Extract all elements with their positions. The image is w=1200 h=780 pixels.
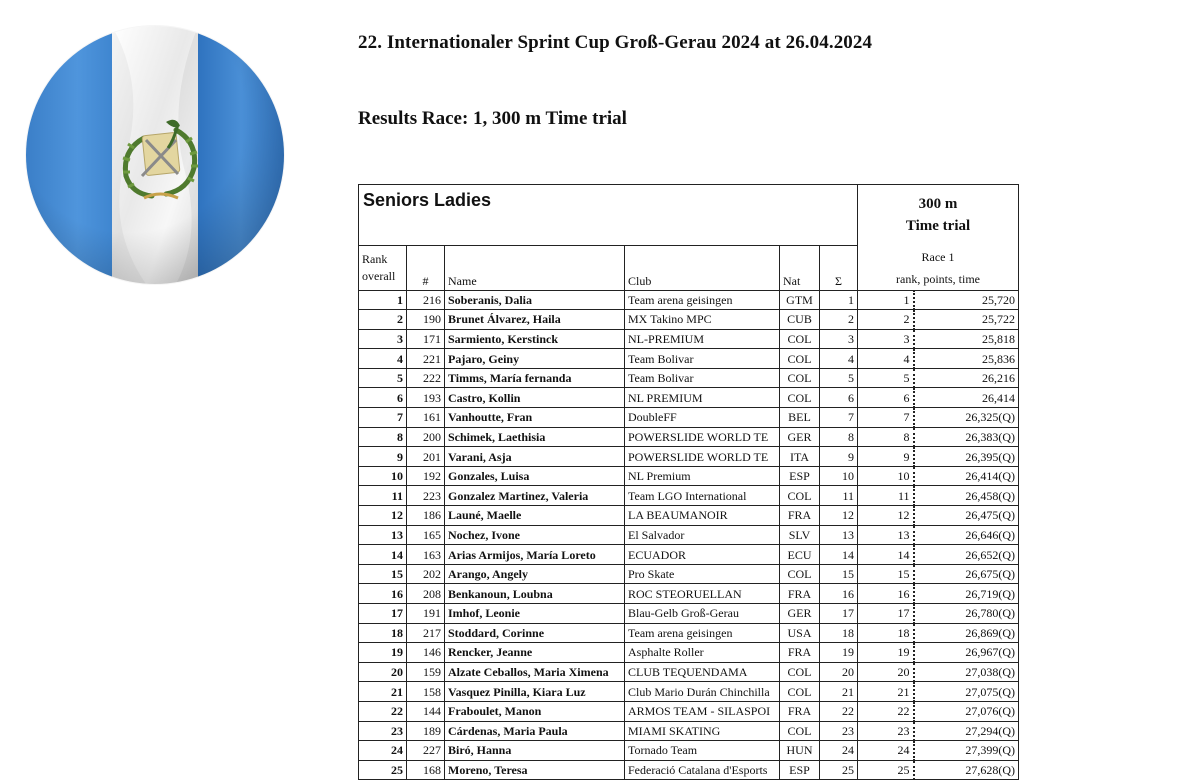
table-row (359, 525, 1019, 545)
name-cell: Timms, María fernanda (445, 368, 625, 388)
time-cell: 26,646(Q) (914, 525, 1019, 545)
number-cell: 200 (407, 427, 445, 447)
rank-cell: 7 (359, 408, 407, 428)
nat-cell: FRA (780, 506, 820, 526)
race-rank-cell: 4 (858, 349, 914, 369)
col-number: # (407, 246, 445, 291)
sigma-cell: 23 (820, 721, 858, 741)
col-rank-line1: Rank (362, 251, 388, 266)
col-rank-overall (359, 246, 407, 291)
number-cell: 201 (407, 447, 445, 467)
number-cell: 192 (407, 466, 445, 486)
name-cell: Biró, Hanna (445, 741, 625, 761)
nat-cell: COL (780, 368, 820, 388)
table-row (359, 682, 1019, 702)
sigma-cell: 16 (820, 584, 858, 604)
race-header (858, 185, 1019, 246)
race-rank-cell: 20 (858, 662, 914, 682)
club-cell: ARMOS TEAM - SILASPOI (625, 701, 780, 721)
time-cell: 25,836 (914, 349, 1019, 369)
race-type: Time trial (905, 218, 971, 235)
club-cell: Asphalte Roller (625, 643, 780, 663)
table-row (359, 604, 1019, 624)
time-cell: 26,675(Q) (914, 564, 1019, 584)
number-cell: 190 (407, 310, 445, 330)
rank-cell: 15 (359, 564, 407, 584)
rank-cell: 6 (359, 388, 407, 408)
sigma-cell: 25 (820, 760, 858, 780)
sigma-cell: 20 (820, 662, 858, 682)
time-cell: 27,038(Q) (914, 662, 1019, 682)
name-cell: Vanhoutte, Fran (445, 408, 625, 428)
sigma-cell: 3 (820, 329, 858, 349)
name-cell: Vasquez Pinilla, Kiara Luz (445, 682, 625, 702)
rank-cell: 4 (359, 349, 407, 369)
nat-cell: GTM (780, 290, 820, 310)
sigma-cell: 12 (820, 506, 858, 526)
table-row (359, 623, 1019, 643)
race-rank-cell: 18 (858, 623, 914, 643)
rank-cell: 10 (359, 466, 407, 486)
time-cell: 26,869(Q) (914, 623, 1019, 643)
time-cell: 26,652(Q) (914, 545, 1019, 565)
sigma-cell: 19 (820, 643, 858, 663)
race-rank-cell: 5 (858, 368, 914, 388)
time-cell: 26,458(Q) (914, 486, 1019, 506)
time-cell: 26,395(Q) (914, 447, 1019, 467)
nat-cell: BEL (780, 408, 820, 428)
name-cell: Varani, Asja (445, 447, 625, 467)
rank-cell: 12 (359, 506, 407, 526)
number-cell: 191 (407, 604, 445, 624)
time-cell: 27,075(Q) (914, 682, 1019, 702)
table-row (359, 662, 1019, 682)
rank-cell: 20 (359, 662, 407, 682)
time-cell: 26,383(Q) (914, 427, 1019, 447)
sigma-cell: 9 (820, 447, 858, 467)
name-cell: Pajaro, Geiny (445, 349, 625, 369)
time-cell: 25,818 (914, 329, 1019, 349)
name-cell: Nochez, Ivone (445, 525, 625, 545)
rank-cell: 25 (359, 760, 407, 780)
nat-cell: HUN (780, 741, 820, 761)
race-rank-cell: 2 (858, 310, 914, 330)
rank-cell: 5 (359, 368, 407, 388)
document-title: 22. Internationaler Sprint Cup Groß-Gerau 2024 at 26.04.2024 (358, 32, 873, 53)
rank-cell: 3 (359, 329, 407, 349)
table-row (359, 447, 1019, 467)
name-cell: Brunet Álvarez, Haila (445, 310, 625, 330)
race-rank-cell: 22 (858, 701, 914, 721)
race-rank-cell: 25 (858, 760, 914, 780)
sigma-cell: 2 (820, 310, 858, 330)
race-rank-cell: 3 (858, 329, 914, 349)
number-cell: 161 (407, 408, 445, 428)
name-cell: Gonzalez Martinez, Valeria (445, 486, 625, 506)
race-rank-cell: 6 (858, 388, 914, 408)
race-rank-cell: 23 (858, 721, 914, 741)
time-cell: 27,628(Q) (914, 760, 1019, 780)
club-cell: Blau-Gelb Groß-Gerau (625, 604, 780, 624)
club-cell: ROC STEORUELLAN (625, 584, 780, 604)
number-cell: 163 (407, 545, 445, 565)
name-cell: Cárdenas, Maria Paula (445, 721, 625, 741)
sigma-cell: 21 (820, 682, 858, 702)
flag-badge (26, 26, 284, 284)
sigma-cell: 8 (820, 427, 858, 447)
club-cell: POWERSLIDE WORLD TE (625, 427, 780, 447)
sigma-cell: 13 (820, 525, 858, 545)
sigma-cell: 18 (820, 623, 858, 643)
sigma-cell: 10 (820, 466, 858, 486)
table-row (359, 701, 1019, 721)
number-cell: 216 (407, 290, 445, 310)
rank-cell: 19 (359, 643, 407, 663)
time-cell: 27,399(Q) (914, 741, 1019, 761)
table-row (359, 329, 1019, 349)
nat-cell: ITA (780, 447, 820, 467)
col-sigma: Σ (820, 246, 858, 291)
nat-cell: SLV (780, 525, 820, 545)
club-cell: Club Mario Durán Chinchilla (625, 682, 780, 702)
table-row (359, 466, 1019, 486)
table-row (359, 368, 1019, 388)
race-rank-cell: 13 (858, 525, 914, 545)
number-cell: 158 (407, 682, 445, 702)
nat-cell: FRA (780, 584, 820, 604)
number-cell: 186 (407, 506, 445, 526)
table-row (359, 408, 1019, 428)
race-label: Race 1 (921, 249, 955, 264)
group-header-row (359, 185, 1019, 246)
race-rank-cell: 21 (858, 682, 914, 702)
rank-cell: 21 (359, 682, 407, 702)
race-rank-cell: 12 (858, 506, 914, 526)
club-cell: Team LGO International (625, 486, 780, 506)
club-cell: MX Takino MPC (625, 310, 780, 330)
time-cell: 26,475(Q) (914, 506, 1019, 526)
rank-cell: 9 (359, 447, 407, 467)
club-cell: LA BEAUMANOIR (625, 506, 780, 526)
time-cell: 25,720 (914, 290, 1019, 310)
name-cell: Fraboulet, Manon (445, 701, 625, 721)
club-cell: POWERSLIDE WORLD TE (625, 447, 780, 467)
name-cell: Gonzales, Luisa (445, 466, 625, 486)
name-cell: Sarmiento, Kerstinck (445, 329, 625, 349)
nat-cell: FRA (780, 643, 820, 663)
rank-cell: 23 (359, 721, 407, 741)
number-cell: 165 (407, 525, 445, 545)
guatemala-flag-icon (26, 26, 284, 284)
sigma-cell: 22 (820, 701, 858, 721)
sigma-cell: 6 (820, 388, 858, 408)
rank-cell: 13 (359, 525, 407, 545)
name-cell: Stoddard, Corinne (445, 623, 625, 643)
table-row (359, 760, 1019, 780)
time-cell: 26,780(Q) (914, 604, 1019, 624)
club-cell: NL-PREMIUM (625, 329, 780, 349)
name-cell: Alzate Ceballos, Maria Ximena (445, 662, 625, 682)
time-cell: 26,414(Q) (914, 466, 1019, 486)
sigma-cell: 11 (820, 486, 858, 506)
number-cell: 171 (407, 329, 445, 349)
col-nat: Nat (780, 246, 820, 291)
table-row (359, 388, 1019, 408)
sigma-cell: 24 (820, 741, 858, 761)
table-row (359, 545, 1019, 565)
nat-cell: GER (780, 604, 820, 624)
race-rank-cell: 14 (858, 545, 914, 565)
race-rank-cell: 1 (858, 290, 914, 310)
nat-cell: COL (780, 349, 820, 369)
race-rank-cell: 10 (858, 466, 914, 486)
rank-cell: 16 (359, 584, 407, 604)
club-cell: MIAMI SKATING (625, 721, 780, 741)
name-cell: Rencker, Jeanne (445, 643, 625, 663)
number-cell: 189 (407, 721, 445, 741)
number-cell: 202 (407, 564, 445, 584)
rank-cell: 18 (359, 623, 407, 643)
sigma-cell: 5 (820, 368, 858, 388)
col-name: Name (445, 246, 625, 291)
race-rank-cell: 17 (858, 604, 914, 624)
race-title: Results Race: 1, 300 m Time trial (358, 108, 627, 129)
number-cell: 217 (407, 623, 445, 643)
number-cell: 208 (407, 584, 445, 604)
table-row (359, 721, 1019, 741)
club-cell: ECUADOR (625, 545, 780, 565)
number-cell: 221 (407, 349, 445, 369)
nat-cell: GER (780, 427, 820, 447)
rank-cell: 11 (359, 486, 407, 506)
number-cell: 227 (407, 741, 445, 761)
rank-cell: 14 (359, 545, 407, 565)
time-cell: 25,722 (914, 310, 1019, 330)
nat-cell: COL (780, 721, 820, 741)
table-row (359, 643, 1019, 663)
nat-cell: COL (780, 682, 820, 702)
sigma-cell: 7 (820, 408, 858, 428)
table-row (359, 486, 1019, 506)
sigma-cell: 4 (820, 349, 858, 369)
table-row (359, 506, 1019, 526)
time-cell: 27,076(Q) (914, 701, 1019, 721)
race-rank-cell: 24 (858, 741, 914, 761)
column-header-row (359, 246, 1019, 291)
time-cell: 26,967(Q) (914, 643, 1019, 663)
sigma-cell: 17 (820, 604, 858, 624)
race-rank-cell: 9 (858, 447, 914, 467)
race-rank-cell: 16 (858, 584, 914, 604)
nat-cell: ESP (780, 760, 820, 780)
rank-cell: 8 (359, 427, 407, 447)
nat-cell: COL (780, 329, 820, 349)
nat-cell: CUB (780, 310, 820, 330)
club-cell: Team arena geisingen (625, 290, 780, 310)
sigma-cell: 14 (820, 545, 858, 565)
rank-cell: 24 (359, 741, 407, 761)
club-cell: CLUB TEQUENDAMA (625, 662, 780, 682)
club-cell: Team Bolivar (625, 349, 780, 369)
nat-cell: USA (780, 623, 820, 643)
number-cell: 146 (407, 643, 445, 663)
name-cell: Arias Armijos, María Loreto (445, 545, 625, 565)
rank-cell: 1 (359, 290, 407, 310)
name-cell: Arango, Angely (445, 564, 625, 584)
club-cell: Pro Skate (625, 564, 780, 584)
club-cell: Federació Catalana d'Esports (625, 760, 780, 780)
sigma-cell: 15 (820, 564, 858, 584)
time-cell: 26,216 (914, 368, 1019, 388)
race-distance: 300 m (918, 196, 958, 213)
race-rank-cell: 7 (858, 408, 914, 428)
club-cell: Team arena geisingen (625, 623, 780, 643)
race-rank-cell: 19 (858, 643, 914, 663)
race-columns: rank, points, time (896, 271, 980, 286)
group-title: Seniors Ladies (359, 185, 858, 246)
col-club: Club (625, 246, 780, 291)
number-cell: 144 (407, 701, 445, 721)
nat-cell: ESP (780, 466, 820, 486)
number-cell: 222 (407, 368, 445, 388)
race-subheader (858, 246, 1019, 291)
club-cell: NL PREMIUM (625, 388, 780, 408)
race-rank-cell: 8 (858, 427, 914, 447)
number-cell: 223 (407, 486, 445, 506)
nat-cell: COL (780, 662, 820, 682)
name-cell: Imhof, Leonie (445, 604, 625, 624)
name-cell: Castro, Kollin (445, 388, 625, 408)
col-rank-line2: overall (362, 268, 396, 283)
table-row (359, 310, 1019, 330)
table-row (359, 564, 1019, 584)
sigma-cell: 1 (820, 290, 858, 310)
table-row (359, 290, 1019, 310)
rank-cell: 22 (359, 701, 407, 721)
nat-cell: COL (780, 564, 820, 584)
table-row (359, 427, 1019, 447)
club-cell: Team Bolivar (625, 368, 780, 388)
name-cell: Schimek, Laethisia (445, 427, 625, 447)
number-cell: 168 (407, 760, 445, 780)
club-cell: Tornado Team (625, 741, 780, 761)
nat-cell: COL (780, 486, 820, 506)
results-table (358, 184, 1019, 780)
nat-cell: ECU (780, 545, 820, 565)
club-cell: NL Premium (625, 466, 780, 486)
rank-cell: 2 (359, 310, 407, 330)
time-cell: 26,325(Q) (914, 408, 1019, 428)
time-cell: 26,414 (914, 388, 1019, 408)
race-rank-cell: 11 (858, 486, 914, 506)
nat-cell: FRA (780, 701, 820, 721)
number-cell: 159 (407, 662, 445, 682)
name-cell: Moreno, Teresa (445, 760, 625, 780)
club-cell: DoubleFF (625, 408, 780, 428)
table-row (359, 349, 1019, 369)
number-cell: 193 (407, 388, 445, 408)
club-cell: El Salvador (625, 525, 780, 545)
time-cell: 26,719(Q) (914, 584, 1019, 604)
rank-cell: 17 (359, 604, 407, 624)
name-cell: Launé, Maelle (445, 506, 625, 526)
name-cell: Benkanoun, Loubna (445, 584, 625, 604)
race-rank-cell: 15 (858, 564, 914, 584)
nat-cell: COL (780, 388, 820, 408)
time-cell: 27,294(Q) (914, 721, 1019, 741)
table-row (359, 584, 1019, 604)
name-cell: Soberanis, Dalia (445, 290, 625, 310)
table-row (359, 741, 1019, 761)
